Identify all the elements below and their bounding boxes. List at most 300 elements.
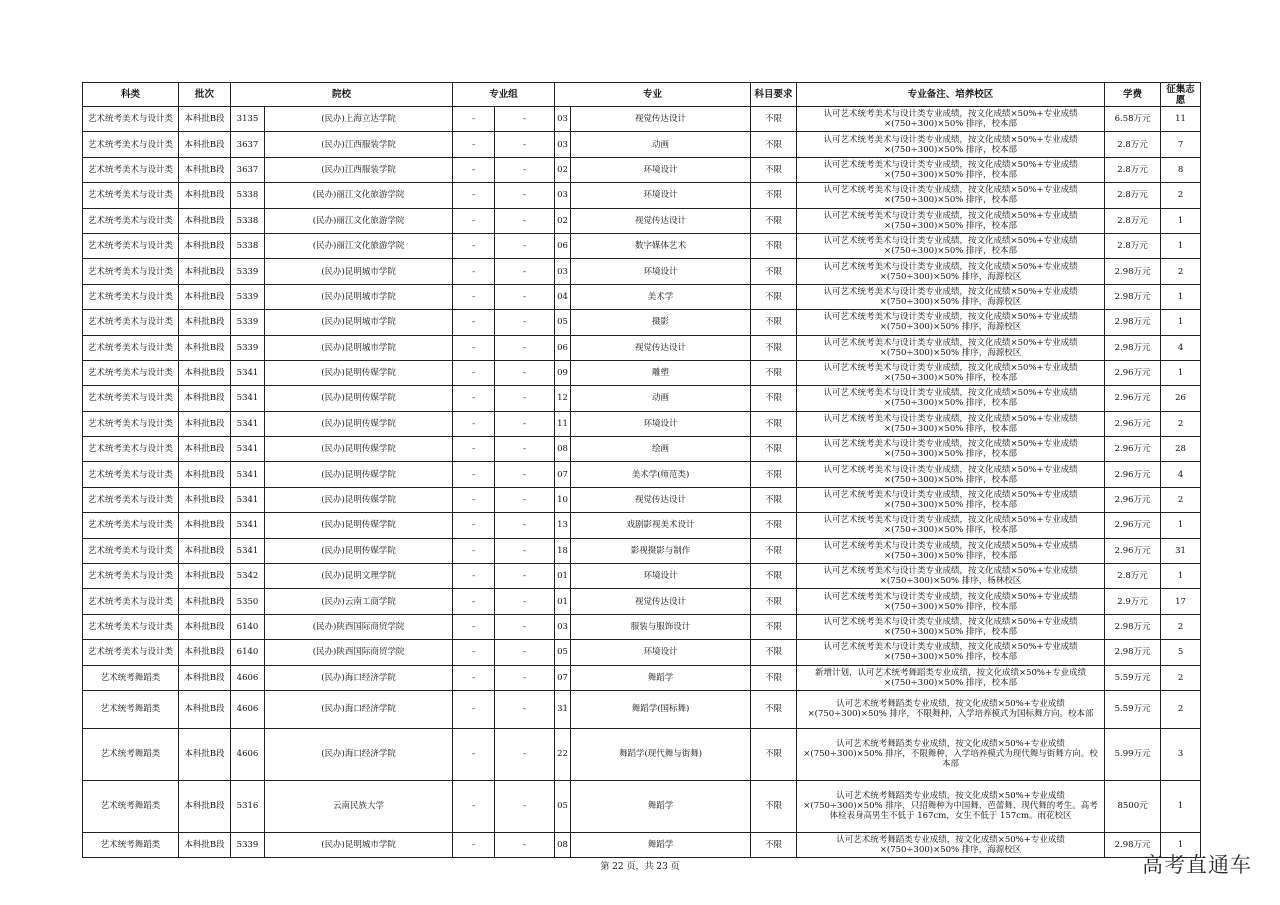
table-row (83, 132, 1201, 157)
cell-major-name: 服装与服饰设计 (571, 614, 751, 639)
table-row (83, 437, 1201, 462)
cell-group-b: - (495, 208, 555, 233)
cell-category: 艺术统考美术与设计类 (83, 132, 179, 157)
cell-batch: 本科批B段 (179, 690, 231, 728)
cell-group-b: - (495, 780, 555, 832)
cell-remark: 认可艺术统考美术与设计类专业成绩，按文化成绩×50%+专业成绩×(750÷300)×50% 排序，校本部 (797, 360, 1105, 385)
cell-category: 艺术统考舞蹈类 (83, 728, 179, 780)
cell-major-code: 09 (555, 360, 571, 385)
cell-remark: 认可艺术统考美术与设计类专业成绩，按文化成绩×50%+专业成绩×(750÷300)×50% 排序，校本部 (797, 183, 1105, 208)
cell-group-b: - (495, 513, 555, 538)
cell-remark: 认可艺术统考美术与设计类专业成绩，按文化成绩×50%+专业成绩×(750÷300)×50% 排序，校本部 (797, 132, 1105, 157)
cell-fee: 2.8万元 (1105, 208, 1161, 233)
cell-remark: 认可艺术统考美术与设计类专业成绩，按文化成绩×50%+专业成绩×(750÷300)×50% 排序，校本部 (797, 513, 1105, 538)
table-row (83, 589, 1201, 614)
cell-category: 艺术统考美术与设计类 (83, 386, 179, 411)
cell-school-name: (民办)昆明传媒学院 (265, 487, 453, 512)
cell-batch: 本科批B段 (179, 284, 231, 309)
cell-group-b: - (495, 335, 555, 360)
cell-school-code: 5350 (231, 589, 265, 614)
cell-group-a: - (453, 487, 495, 512)
cell-school-name: (民办)云南工商学院 (265, 589, 453, 614)
cell-school-name: (民办)昆明文理学院 (265, 564, 453, 589)
cell-subject: 不限 (751, 183, 797, 208)
table-row (83, 538, 1201, 563)
cell-school-name: 云南民族大学 (265, 780, 453, 832)
cell-school-code: 5342 (231, 564, 265, 589)
cell-group-a: - (453, 386, 495, 411)
cell-batch: 本科批B段 (179, 259, 231, 284)
cell-subject: 不限 (751, 310, 797, 335)
cell-group-a: - (453, 564, 495, 589)
cell-school-code: 5341 (231, 513, 265, 538)
cell-batch: 本科批B段 (179, 487, 231, 512)
cell-category: 艺术统考美术与设计类 (83, 564, 179, 589)
cell-batch: 本科批B段 (179, 462, 231, 487)
header-major: 专业 (555, 83, 751, 107)
cell-remark: 认可艺术统考美术与设计类专业成绩，按文化成绩×50%+专业成绩×(750÷300)×50% 排序，校本部 (797, 538, 1105, 563)
admission-table (82, 82, 1201, 858)
cell-group-b: - (495, 462, 555, 487)
cell-major-name: 环境设计 (571, 564, 751, 589)
cell-fee: 2.8万元 (1105, 233, 1161, 258)
cell-remark: 认可艺术统考舞蹈类专业成绩，按文化成绩×50%+专业成绩×(750÷300)×50% 排序，只招舞种为中国舞、芭蕾舞、现代舞的考生。高考体检表身高男生不低于 167cm，女生不低于 157cm。雨花校区 (797, 780, 1105, 832)
table-row (83, 564, 1201, 589)
cell-major-name: 绘画 (571, 437, 751, 462)
cell-batch: 本科批B段 (179, 411, 231, 436)
cell-remark: 认可艺术统考美术与设计类专业成绩，按文化成绩×50%+专业成绩×(750÷300)×50% 排序，校本部 (797, 437, 1105, 462)
cell-group-a: - (453, 259, 495, 284)
cell-fee: 2.96万元 (1105, 487, 1161, 512)
cell-group-a: - (453, 183, 495, 208)
cell-school-name: (民办)昆明城市学院 (265, 284, 453, 309)
cell-quota: 2 (1161, 614, 1201, 639)
cell-category: 艺术统考美术与设计类 (83, 462, 179, 487)
cell-major-code: 01 (555, 564, 571, 589)
cell-group-b: - (495, 437, 555, 462)
cell-remark: 认可艺术统考美术与设计类专业成绩，按文化成绩×50%+专业成绩×(750÷300)×50% 排序，校本部 (797, 640, 1105, 665)
cell-fee: 2.98万元 (1105, 259, 1161, 284)
cell-remark: 新增计划，认可艺术统考舞蹈类专业成绩，按文化成绩×50%+专业成绩×(750÷300)×50% 排序，校本部 (797, 665, 1105, 690)
cell-quota: 1 (1161, 310, 1201, 335)
cell-quota: 5 (1161, 640, 1201, 665)
cell-group-a: - (453, 310, 495, 335)
header-quota: 征集志愿 (1161, 83, 1201, 107)
cell-school-code: 5339 (231, 310, 265, 335)
cell-category: 艺术统考美术与设计类 (83, 411, 179, 436)
cell-group-a: - (453, 335, 495, 360)
cell-school-code: 5341 (231, 411, 265, 436)
cell-batch: 本科批B段 (179, 360, 231, 385)
cell-remark: 认可艺术统考美术与设计类专业成绩，按文化成绩×50%+专业成绩×(750÷300)×50% 排序，校本部 (797, 487, 1105, 512)
cell-remark: 认可艺术统考舞蹈类专业成绩，按文化成绩×50%+专业成绩×(750÷300)×50% 排序，海源校区 (797, 832, 1105, 857)
cell-major-code: 05 (555, 640, 571, 665)
cell-major-name: 视觉传达设计 (571, 107, 751, 132)
cell-school-name: (民办)昆明城市学院 (265, 832, 453, 857)
cell-fee: 6.58万元 (1105, 107, 1161, 132)
cell-quota: 7 (1161, 132, 1201, 157)
cell-fee: 2.98万元 (1105, 640, 1161, 665)
cell-category: 艺术统考美术与设计类 (83, 589, 179, 614)
cell-category: 艺术统考舞蹈类 (83, 780, 179, 832)
cell-school-name: (民办)昆明传媒学院 (265, 437, 453, 462)
cell-subject: 不限 (751, 107, 797, 132)
cell-group-a: - (453, 538, 495, 563)
watermark-logo: 高考直通车 (1142, 853, 1252, 877)
table-row (83, 728, 1201, 780)
cell-school-name: (民办)昆明城市学院 (265, 310, 453, 335)
cell-fee: 2.98万元 (1105, 284, 1161, 309)
table-row (83, 780, 1201, 832)
cell-major-code: 06 (555, 335, 571, 360)
cell-fee: 2.8万元 (1105, 564, 1161, 589)
cell-group-b: - (495, 614, 555, 639)
cell-major-name: 舞蹈学(国标舞) (571, 690, 751, 728)
cell-major-code: 03 (555, 183, 571, 208)
cell-subject: 不限 (751, 157, 797, 182)
cell-fee: 2.96万元 (1105, 462, 1161, 487)
table-row (83, 411, 1201, 436)
cell-group-b: - (495, 386, 555, 411)
cell-group-a: - (453, 233, 495, 258)
cell-school-name: (民办)海口经济学院 (265, 690, 453, 728)
cell-group-b: - (495, 690, 555, 728)
cell-subject: 不限 (751, 832, 797, 857)
cell-category: 艺术统考美术与设计类 (83, 614, 179, 639)
table-row (83, 284, 1201, 309)
cell-school-name: (民办)昆明传媒学院 (265, 386, 453, 411)
cell-subject: 不限 (751, 487, 797, 512)
cell-quota: 2 (1161, 183, 1201, 208)
cell-quota: 1 (1161, 208, 1201, 233)
cell-subject: 不限 (751, 233, 797, 258)
cell-quota: 1 (1161, 832, 1201, 857)
cell-major-code: 04 (555, 284, 571, 309)
cell-school-code: 5341 (231, 437, 265, 462)
cell-school-code: 5339 (231, 832, 265, 857)
cell-school-code: 5341 (231, 360, 265, 385)
cell-school-code: 4606 (231, 728, 265, 780)
cell-school-name: (民办)昆明城市学院 (265, 335, 453, 360)
cell-batch: 本科批B段 (179, 107, 231, 132)
cell-remark: 认可艺术统考美术与设计类专业成绩，按文化成绩×50%+专业成绩×(750÷300)×50% 排序，校本部 (797, 411, 1105, 436)
table-row (83, 640, 1201, 665)
cell-remark: 认可艺术统考美术与设计类专业成绩，按文化成绩×50%+专业成绩×(750÷300)×50% 排序，海源校区 (797, 259, 1105, 284)
cell-school-name: (民办)丽江文化旅游学院 (265, 183, 453, 208)
cell-remark: 认可艺术统考美术与设计类专业成绩，按文化成绩×50%+专业成绩×(750÷300)×50% 排序，校本部 (797, 107, 1105, 132)
cell-group-b: - (495, 640, 555, 665)
cell-major-name: 影视摄影与制作 (571, 538, 751, 563)
cell-group-a: - (453, 665, 495, 690)
cell-category: 艺术统考美术与设计类 (83, 513, 179, 538)
cell-remark: 认可艺术统考美术与设计类专业成绩，按文化成绩×50%+专业成绩×(750÷300)×50% 排序，海源校区 (797, 310, 1105, 335)
cell-remark: 认可艺术统考美术与设计类专业成绩，按文化成绩×50%+专业成绩×(750÷300)×50% 排序，校本部 (797, 208, 1105, 233)
cell-major-name: 环境设计 (571, 183, 751, 208)
cell-subject: 不限 (751, 360, 797, 385)
cell-school-code: 6140 (231, 614, 265, 639)
cell-major-code: 03 (555, 259, 571, 284)
cell-quota: 2 (1161, 411, 1201, 436)
cell-remark: 认可艺术统考美术与设计类专业成绩，按文化成绩×50%+专业成绩×(750÷300)×50% 排序，杨林校区 (797, 564, 1105, 589)
cell-group-b: - (495, 589, 555, 614)
cell-school-code: 6140 (231, 640, 265, 665)
cell-fee: 2.96万元 (1105, 411, 1161, 436)
table-row (83, 335, 1201, 360)
cell-school-code: 3637 (231, 157, 265, 182)
cell-category: 艺术统考美术与设计类 (83, 538, 179, 563)
cell-fee: 2.96万元 (1105, 386, 1161, 411)
cell-group-b: - (495, 538, 555, 563)
cell-major-name: 动画 (571, 132, 751, 157)
header-fee: 学费 (1105, 83, 1161, 107)
cell-group-a: - (453, 728, 495, 780)
cell-batch: 本科批B段 (179, 233, 231, 258)
cell-major-name: 舞蹈学 (571, 832, 751, 857)
cell-major-name: 环境设计 (571, 259, 751, 284)
cell-school-name: (民办)丽江文化旅游学院 (265, 233, 453, 258)
header-row (83, 83, 1201, 107)
cell-fee: 2.8万元 (1105, 132, 1161, 157)
cell-quota: 8 (1161, 157, 1201, 182)
cell-group-a: - (453, 589, 495, 614)
cell-major-name: 美术学 (571, 284, 751, 309)
cell-major-name: 戏剧影视美术设计 (571, 513, 751, 538)
cell-major-code: 05 (555, 780, 571, 832)
cell-school-name: (民办)昆明传媒学院 (265, 411, 453, 436)
table-row (83, 832, 1201, 857)
cell-batch: 本科批B段 (179, 614, 231, 639)
cell-category: 艺术统考美术与设计类 (83, 157, 179, 182)
cell-group-b: - (495, 107, 555, 132)
cell-school-name: (民办)海口经济学院 (265, 728, 453, 780)
cell-fee: 8500元 (1105, 780, 1161, 832)
cell-school-code: 5316 (231, 780, 265, 832)
cell-category: 艺术统考舞蹈类 (83, 690, 179, 728)
table-body (83, 107, 1201, 858)
cell-group-a: - (453, 462, 495, 487)
cell-subject: 不限 (751, 564, 797, 589)
cell-major-name: 视觉传达设计 (571, 487, 751, 512)
cell-category: 艺术统考美术与设计类 (83, 107, 179, 132)
cell-remark: 认可艺术统考舞蹈类专业成绩，按文化成绩×50%+专业成绩×(750÷300)×50% 排序，不限舞种，入学培养模式为现代舞与街舞方向。校本部 (797, 728, 1105, 780)
cell-category: 艺术统考美术与设计类 (83, 183, 179, 208)
cell-quota: 1 (1161, 360, 1201, 385)
cell-major-name: 视觉传达设计 (571, 589, 751, 614)
cell-subject: 不限 (751, 259, 797, 284)
cell-group-a: - (453, 437, 495, 462)
cell-subject: 不限 (751, 386, 797, 411)
cell-school-code: 5339 (231, 335, 265, 360)
cell-school-code: 5341 (231, 386, 265, 411)
cell-batch: 本科批B段 (179, 513, 231, 538)
cell-subject: 不限 (751, 462, 797, 487)
cell-category: 艺术统考美术与设计类 (83, 259, 179, 284)
cell-fee: 2.96万元 (1105, 538, 1161, 563)
table-row (83, 487, 1201, 512)
cell-remark: 认可艺术统考美术与设计类专业成绩，按文化成绩×50%+专业成绩×(750÷300)×50% 排序，海源校区 (797, 284, 1105, 309)
cell-remark: 认可艺术统考美术与设计类专业成绩，按文化成绩×50%+专业成绩×(750÷300)×50% 排序，海源校区 (797, 335, 1105, 360)
cell-school-code: 5338 (231, 183, 265, 208)
cell-quota: 1 (1161, 780, 1201, 832)
cell-group-a: - (453, 157, 495, 182)
cell-major-name: 美术学(师范类) (571, 462, 751, 487)
cell-batch: 本科批B段 (179, 208, 231, 233)
cell-category: 艺术统考美术与设计类 (83, 284, 179, 309)
header-category: 科类 (83, 83, 179, 107)
cell-group-a: - (453, 832, 495, 857)
cell-category: 艺术统考美术与设计类 (83, 310, 179, 335)
table-row (83, 614, 1201, 639)
cell-major-name: 视觉传达设计 (571, 208, 751, 233)
cell-fee: 2.96万元 (1105, 360, 1161, 385)
cell-group-b: - (495, 411, 555, 436)
cell-school-code: 5341 (231, 538, 265, 563)
cell-remark: 认可艺术统考美术与设计类专业成绩，按文化成绩×50%+专业成绩×(750÷300)×50% 排序，校本部 (797, 233, 1105, 258)
cell-group-a: - (453, 360, 495, 385)
cell-category: 艺术统考舞蹈类 (83, 832, 179, 857)
cell-group-a: - (453, 690, 495, 728)
cell-school-code: 4606 (231, 690, 265, 728)
cell-group-b: - (495, 487, 555, 512)
cell-school-name: (民办)陕西国际商贸学院 (265, 614, 453, 639)
cell-fee: 2.8万元 (1105, 157, 1161, 182)
header-group: 专业组 (453, 83, 555, 107)
cell-school-name: (民办)昆明传媒学院 (265, 513, 453, 538)
cell-major-code: 07 (555, 462, 571, 487)
cell-category: 艺术统考美术与设计类 (83, 360, 179, 385)
cell-major-name: 环境设计 (571, 411, 751, 436)
cell-fee: 2.9万元 (1105, 589, 1161, 614)
cell-subject: 不限 (751, 411, 797, 436)
cell-fee: 5.59万元 (1105, 690, 1161, 728)
cell-category: 艺术统考美术与设计类 (83, 233, 179, 258)
cell-fee: 2.98万元 (1105, 335, 1161, 360)
table-row (83, 233, 1201, 258)
cell-category: 艺术统考美术与设计类 (83, 208, 179, 233)
cell-quota: 1 (1161, 564, 1201, 589)
cell-school-name: (民办)陕西国际商贸学院 (265, 640, 453, 665)
cell-group-b: - (495, 564, 555, 589)
cell-subject: 不限 (751, 589, 797, 614)
cell-fee: 2.98万元 (1105, 310, 1161, 335)
cell-major-name: 舞蹈学 (571, 665, 751, 690)
cell-major-code: 08 (555, 437, 571, 462)
cell-subject: 不限 (751, 640, 797, 665)
cell-group-a: - (453, 411, 495, 436)
cell-category: 艺术统考美术与设计类 (83, 487, 179, 512)
cell-major-code: 22 (555, 728, 571, 780)
cell-batch: 本科批B段 (179, 640, 231, 665)
cell-major-code: 03 (555, 132, 571, 157)
cell-category: 艺术统考美术与设计类 (83, 437, 179, 462)
cell-major-code: 03 (555, 614, 571, 639)
cell-quota: 4 (1161, 335, 1201, 360)
cell-fee: 2.98万元 (1105, 614, 1161, 639)
cell-fee: 2.96万元 (1105, 437, 1161, 462)
cell-subject: 不限 (751, 513, 797, 538)
table-row (83, 310, 1201, 335)
cell-major-code: 02 (555, 208, 571, 233)
cell-school-code: 5341 (231, 462, 265, 487)
cell-quota: 2 (1161, 665, 1201, 690)
cell-group-a: - (453, 640, 495, 665)
cell-major-code: 07 (555, 665, 571, 690)
cell-subject: 不限 (751, 132, 797, 157)
table-row (83, 386, 1201, 411)
cell-major-code: 12 (555, 386, 571, 411)
cell-major-name: 视觉传达设计 (571, 335, 751, 360)
cell-category: 艺术统考舞蹈类 (83, 665, 179, 690)
cell-school-name: (民办)江西服装学院 (265, 132, 453, 157)
cell-subject: 不限 (751, 335, 797, 360)
cell-school-name: (民办)江西服装学院 (265, 157, 453, 182)
cell-group-b: - (495, 310, 555, 335)
cell-fee: 5.59万元 (1105, 665, 1161, 690)
cell-major-name: 环境设计 (571, 640, 751, 665)
cell-group-b: - (495, 728, 555, 780)
cell-batch: 本科批B段 (179, 589, 231, 614)
cell-school-code: 4606 (231, 665, 265, 690)
cell-group-b: - (495, 832, 555, 857)
cell-batch: 本科批B段 (179, 386, 231, 411)
cell-school-code: 5338 (231, 208, 265, 233)
cell-remark: 认可艺术统考美术与设计类专业成绩，按文化成绩×50%+专业成绩×(750÷300)×50% 排序，校本部 (797, 589, 1105, 614)
cell-batch: 本科批B段 (179, 310, 231, 335)
cell-quota: 31 (1161, 538, 1201, 563)
table-row (83, 183, 1201, 208)
cell-batch: 本科批B段 (179, 728, 231, 780)
cell-major-name: 舞蹈学 (571, 780, 751, 832)
cell-group-b: - (495, 183, 555, 208)
cell-quota: 2 (1161, 259, 1201, 284)
table-row (83, 360, 1201, 385)
cell-quota: 2 (1161, 690, 1201, 728)
cell-remark: 认可艺术统考舞蹈类专业成绩，按文化成绩×50%+专业成绩×(750÷300)×50% 排序，不限舞种，入学培养模式为国标舞方向。校本部 (797, 690, 1105, 728)
cell-quota: 1 (1161, 284, 1201, 309)
cell-batch: 本科批B段 (179, 665, 231, 690)
cell-major-code: 18 (555, 538, 571, 563)
table-row (83, 462, 1201, 487)
cell-subject: 不限 (751, 284, 797, 309)
cell-school-name: (民办)昆明城市学院 (265, 259, 453, 284)
cell-category: 艺术统考美术与设计类 (83, 640, 179, 665)
cell-subject: 不限 (751, 665, 797, 690)
cell-major-name: 摄影 (571, 310, 751, 335)
cell-subject: 不限 (751, 437, 797, 462)
cell-quota: 28 (1161, 437, 1201, 462)
table-row (83, 157, 1201, 182)
header-batch: 批次 (179, 83, 231, 107)
cell-quota: 1 (1161, 233, 1201, 258)
cell-school-code: 3637 (231, 132, 265, 157)
cell-quota: 17 (1161, 589, 1201, 614)
cell-fee: 2.96万元 (1105, 513, 1161, 538)
cell-subject: 不限 (751, 690, 797, 728)
cell-school-name: (民办)海口经济学院 (265, 665, 453, 690)
cell-major-code: 01 (555, 589, 571, 614)
cell-major-code: 05 (555, 310, 571, 335)
cell-batch: 本科批B段 (179, 832, 231, 857)
cell-major-name: 动画 (571, 386, 751, 411)
cell-school-code: 5339 (231, 259, 265, 284)
cell-subject: 不限 (751, 538, 797, 563)
cell-quota: 3 (1161, 728, 1201, 780)
cell-major-name: 舞蹈学(现代舞与街舞) (571, 728, 751, 780)
cell-subject: 不限 (751, 208, 797, 233)
cell-quota: 26 (1161, 386, 1201, 411)
cell-major-code: 11 (555, 411, 571, 436)
cell-batch: 本科批B段 (179, 538, 231, 563)
